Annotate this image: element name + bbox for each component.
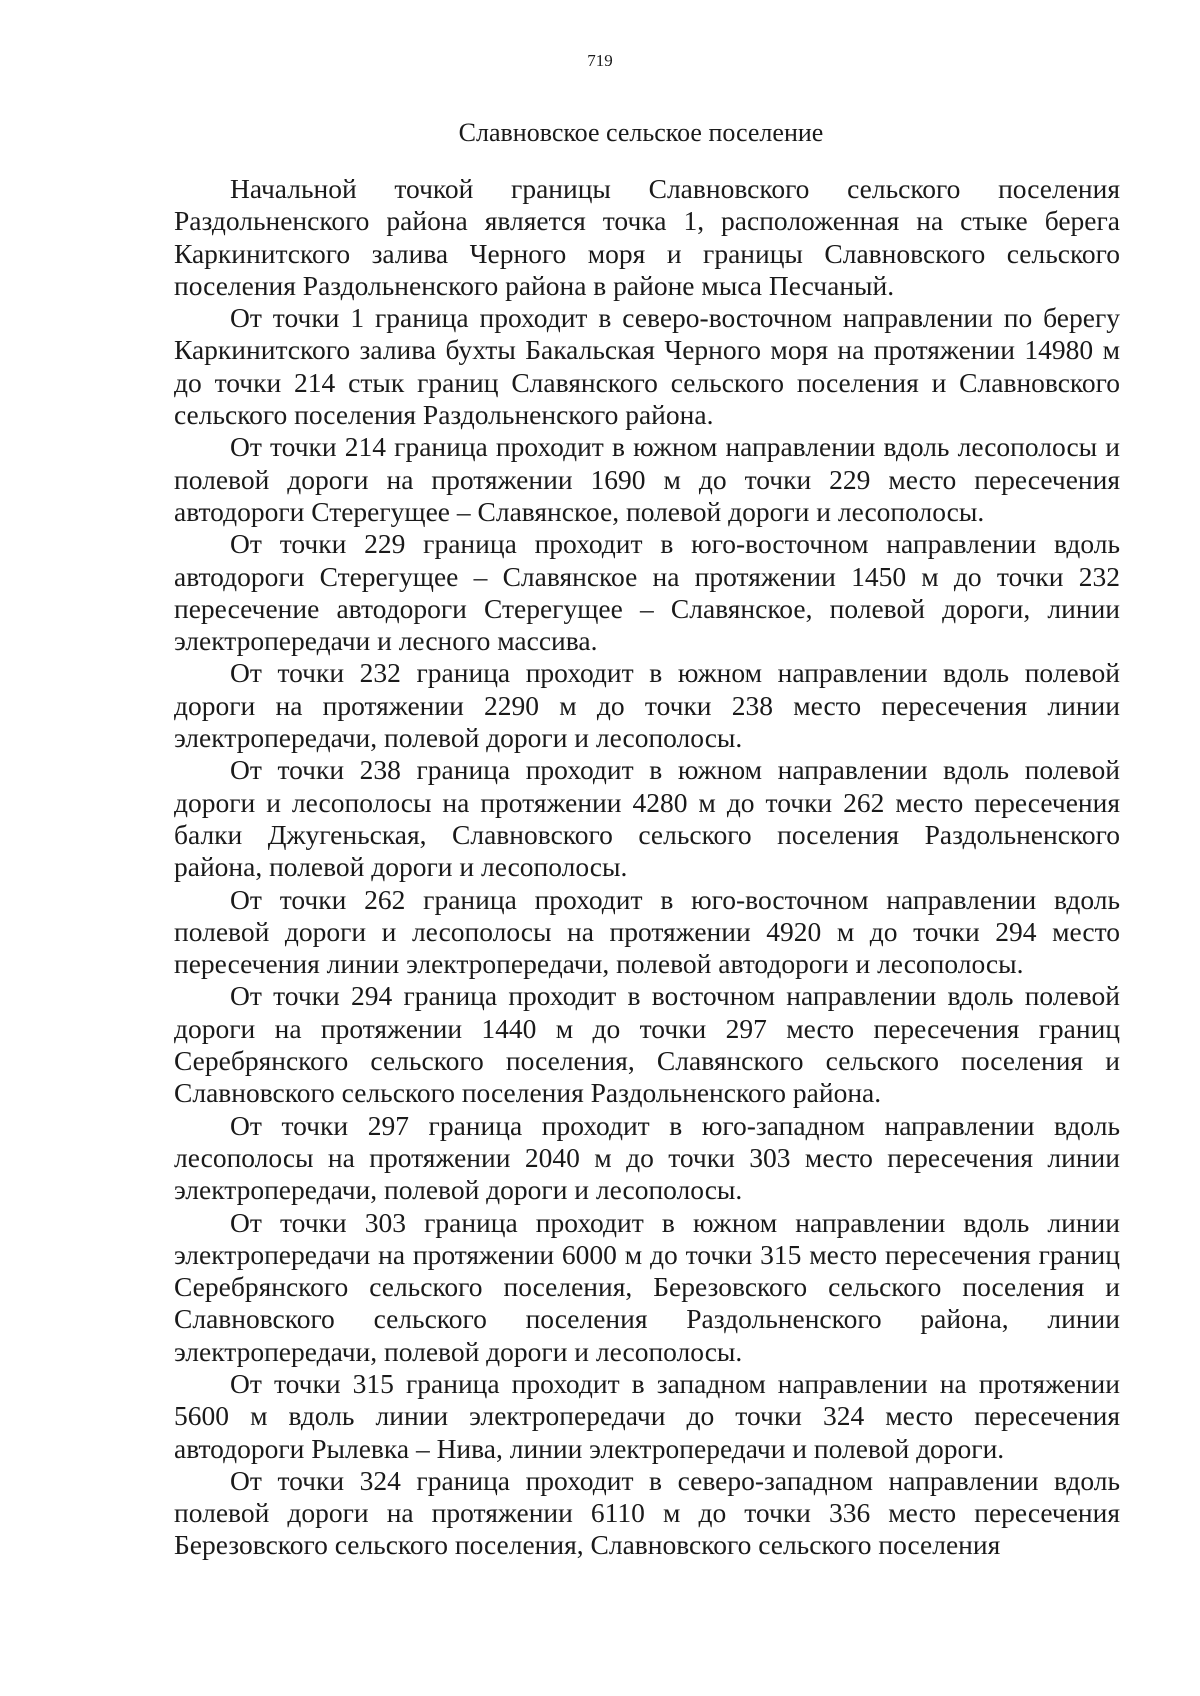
paragraph-point-238: От точки 238 граница проходит в южном направлении вдоль полевой дороги и лесополосы на протяжении 4280 м до точки 262 место пересечения балки Джугеньская, Славновского сельского поселения Раздольненского района, полевой дороги и лесополосы. bbox=[174, 754, 1120, 883]
paragraph-point-315: От точки 315 граница проходит в западном направлении на протяжении 5600 м вдоль линии электропередачи до точки 324 место пересечения автодороги Рылевка – Нива, линии электропередачи и полевой дороги. bbox=[174, 1367, 1120, 1464]
paragraph-point-262: От точки 262 граница проходит в юго-восточном направлении вдоль полевой дороги и лесополосы на протяжении 4920 м до точки 294 место пересечения линии электропередачи, полевой автодороги и лесополосы. bbox=[174, 883, 1120, 980]
paragraph-point-232: От точки 232 граница проходит в южном направлении вдоль полевой дороги на протяжении 2290 м до точки 238 место пересечения линии электропередачи, полевой дороги и лесополосы. bbox=[174, 657, 1120, 754]
paragraph-point-303: От точки 303 граница проходит в южном направлении вдоль линии электропередачи на протяжении 6000 м до точки 315 место пересечения границ Серебрянского сельского поселения, Березовского сельского поселения и Славновского сельского поселения Раздольненского района, линии электропередачи, полевой дороги и лесополосы. bbox=[174, 1206, 1120, 1367]
paragraph-point-214: От точки 214 граница проходит в южном направлении вдоль лесополосы и полевой дороги на протяжении 1690 м до точки 229 место пересечения автодороги Стерегущее – Славянское, полевой дороги и лесополосы. bbox=[174, 431, 1120, 527]
paragraph-point-1: От точки 1 граница проходит в северо-восточном направлении по берегу Каркинитского залива бухты Бакальская Черного моря на протяжении 14980 м до точки 214 стык границ Славянского сельского поселения и Славновского сельского поселения Раздольненского района. bbox=[174, 302, 1120, 431]
page-number: 719 bbox=[587, 51, 613, 70]
paragraph-point-294: От точки 294 граница проходит в восточном направлении вдоль полевой дороги на протяжении 1440 м до точки 297 место пересечения границ Серебрянского сельского поселения, Славянского сельского поселения и Славновского сельского поселения Раздольненского района. bbox=[174, 980, 1120, 1109]
paragraph-point-324: От точки 324 граница проходит в северо-западном направлении вдоль полевой дороги на протяжении 6110 м до точки 336 место пересечения Березовского сельского поселения, Славновского сельского поселения bbox=[174, 1464, 1120, 1561]
document-body bbox=[174, 173, 1120, 1562]
paragraph-starting-point: Начальной точкой границы Славновского сельского поселения Раздольненского района является точка 1, расположенная на стыке берега Каркинитского залива Черного моря и границы Славновского сельского поселения Раздольненского района в районе мыса Песчаный. bbox=[174, 173, 1120, 301]
paragraph-point-229: От точки 229 граница проходит в юго-восточном направлении вдоль автодороги Стерегущее – Славянское на протяжении 1450 м до точки 232 пересечение автодороги Стерегущее – Славянское, полевой дороги, линии электропередачи и лесного массива. bbox=[174, 528, 1120, 657]
paragraph-point-297: От точки 297 граница проходит в юго-западном направлении вдоль лесополосы на протяжении 2040 м до точки 303 место пересечения линии электропередачи, полевой дороги и лесополосы. bbox=[174, 1109, 1120, 1206]
document-title: Славновское сельское поселение bbox=[458, 118, 824, 147]
